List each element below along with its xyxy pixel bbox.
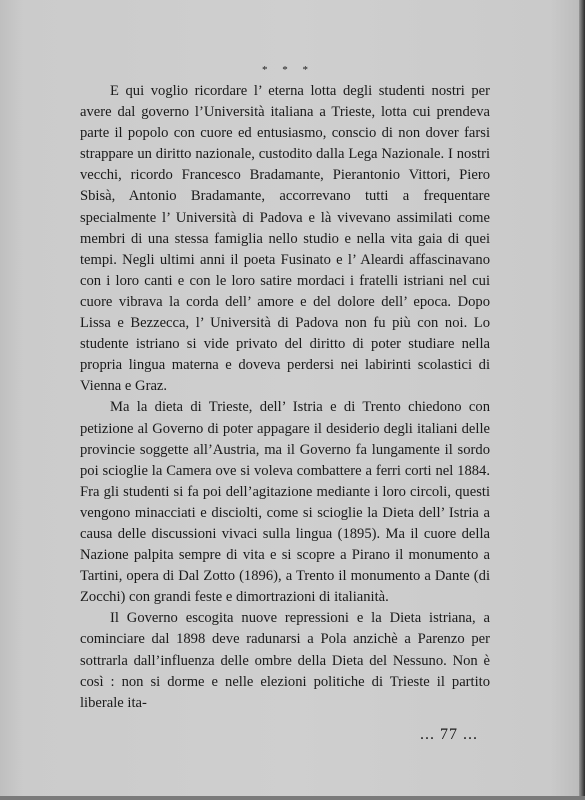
paragraph-government-repression: Il Governo escogita nuove repressioni e la Dieta istriana, a cominciare dal 1898 deve radunarsi a Pola anzichè a Parenzo per sottrarla dall’influenza delle ombre della Dieta del Nessuno. Non è così : non si dorme e nelle elezioni politiche di Trieste il partito liberale ita- [80, 610, 490, 711]
paragraph-diets-petition: Ma la dieta di Trieste, dell’ Istria e di Trento chiedono con petizione al Governo di poter appagare il desiderio degli italiani delle provincie soggette all’Austria, ma il Governo fa lungamente il sordo poi scioglie la Camera ove si voleva combattere a ferri corti nel 1884. Fra gli studenti si fa poi dell’agitazione mediante i loro circoli, questi vengono minacciati e disciolti, come si scioglie la Dieta dell’ Istria a causa delle discussioni vivaci sulla lingua (1895). Ma il cuore della Nazione palpita sempre di vita e si scopre a Pirano il monumento a Tartini, opera di Dal Zotto (1896), a Trento il monumento a Dante (di Zocchi) con grandi feste e dimortrazioni di italianità. [80, 399, 490, 606]
paragraph-university: E qui voglio ricordare l’ eterna lotta degli studenti nostri per avere dal governo l’Università italiana a Trieste, lotta cui prendeva parte il popolo con cuore ed entusiasmo, conscio di non dover farsi strappare un diritto nazionale, custodito dalla Lega Nazionale. I nostri vecchi, ricordo Francesco Bradamante, Pierantonio Vittori, Piero Sbisà, Antonio Bradamante, accorrevano tutti a frequentare specialmente l’ Università di Padova e là vivevano assimilati come membri di una stessa famiglia nello studio e nella vita gaia di quei tempi. Negli ultimi anni il poeta Fusinato e l’ Aleardi affascinavano con i loro canti e con le loro satire mordaci i fratelli istriani nel cui cuore vibrava la corda dell’ amore e del dolore dell’ epoca. Dopo Lissa e Bezzecca, l’ Università di Padova non fu più con noi. Lo studente istriano si vide privato del diritto di poter studiare nella propria lingua materna e doveva perdersi nei labirinti scolastici di Vienna e Graz. [80, 83, 490, 395]
section-break-stars: * * * [262, 64, 314, 76]
page-text [80, 60, 490, 714]
page-bottom-edge [0, 796, 585, 800]
page-edge-shadow [579, 0, 585, 800]
page-number: ... 77 ... [420, 726, 478, 743]
